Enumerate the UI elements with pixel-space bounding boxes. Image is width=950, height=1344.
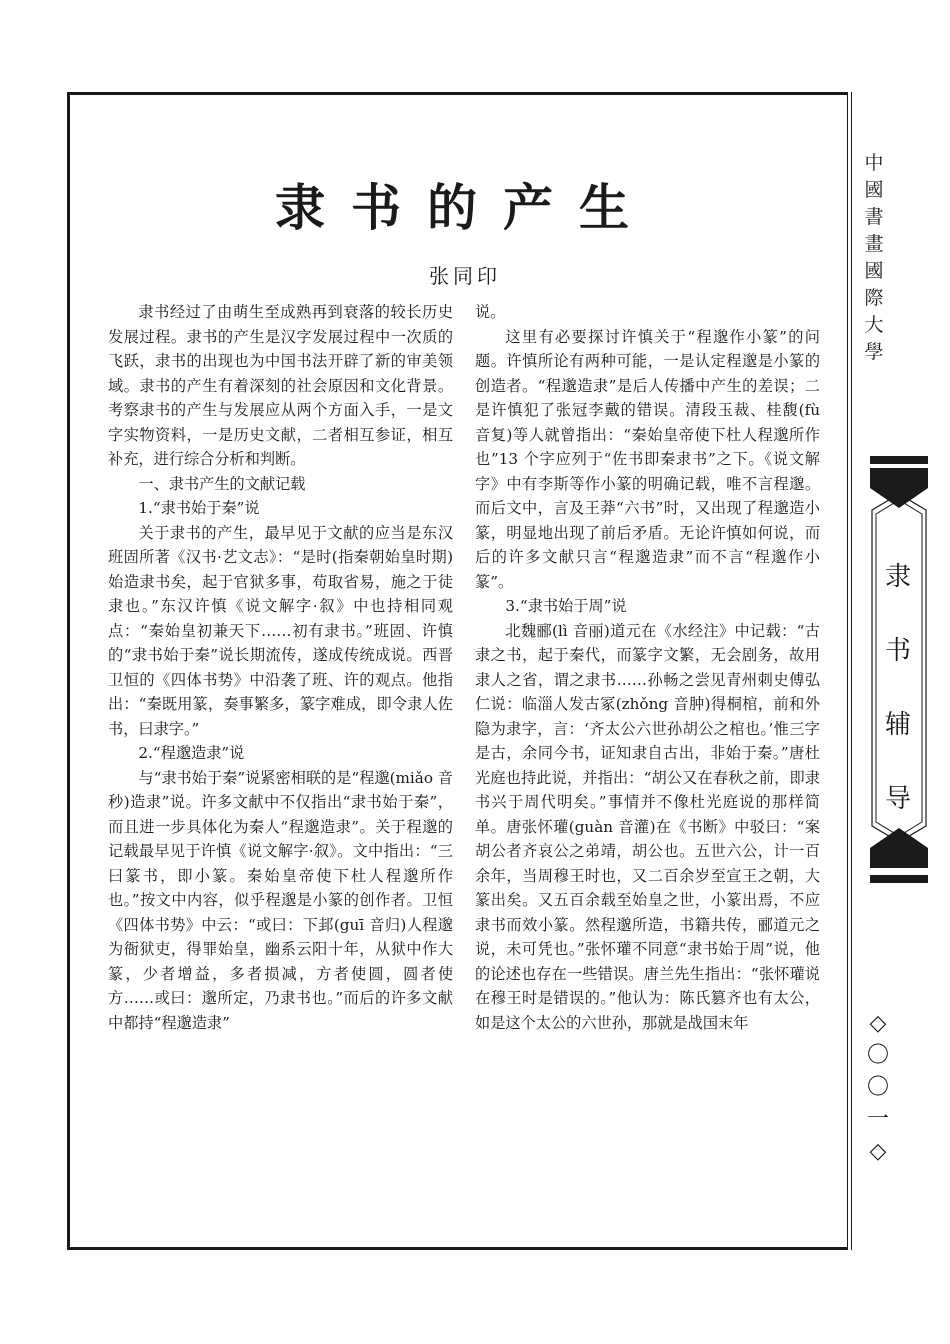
- org-char: 國: [864, 260, 884, 282]
- section-char: 隶: [884, 562, 911, 592]
- side-divider-inner: [851, 92, 852, 1250]
- paragraph-continued: 说。: [475, 303, 506, 321]
- page-number-vertical: [860, 1008, 896, 1168]
- subsection-heading-3: 3.“隶书始于周”说: [505, 597, 627, 615]
- section-char: 辅: [884, 710, 911, 740]
- subsection-heading-1: 1.“隶书始于秦”说: [138, 499, 260, 517]
- right-column: [475, 300, 820, 1035]
- page-digit: 〇: [866, 1043, 889, 1068]
- org-char: 國: [864, 179, 884, 201]
- paragraph-xushen: 这里有必要探讨许慎关于“程邈作小篆”的问题。许慎所论有两种可能，一是认定程邈是小篆的创造者。“程邈造隶”是后人传播中产生的差误；二是许慎犯了张冠李戴的错误。清段玉裁、桂馥(fù 音复)等人就曾指出：“秦始皇帝使下杜人程邈所作也”13 个字应列于“佐书即秦隶书”之下。《说文解字》中有李斯等作小篆的明确记载，唯不言程邈。而后文中，言及王莽“六书”时，又出现了程邈造小篆，明显地出现了前后矛盾。无论许慎如何说，而后的许多文献只言“程邈造隶”而不言“程邈作小篆”。: [475, 327, 820, 591]
- org-char: 學: [864, 341, 884, 363]
- paragraph-qin: 关于隶书的产生，最早见于文献的应当是东汉班固所著《汉书·艺文志》：“是时(指秦朝始皇时期)始造隶书矣，起于官狱多事，苟取省易，施之于徒隶也。”东汉许慎《说文解字·叙》中也持相同观点：“秦始皇初兼天下……初有隶书。”班固、许慎的“隶书始于秦”说长期流传，遂成传统成说。西晋卫恒的《四体书势》中沿袭了班、许的观点。他指出：“秦既用篆，奏事繁多，篆字难成，即令隶人佐书，曰隶字。”: [108, 523, 453, 738]
- diamond-icon: ◇: [869, 1011, 887, 1036]
- paragraph-zhou: 北魏郦(lì 音丽)道元在《水经注》中记载：“古隶之书，起于秦代，而篆字文繁，无会剧务，故用隶人之省，谓之隶书……孙畅之尝见青州刺史傅弘仁说：临淄人发古冢(zhǒng 音肿)得桐棺，前和外隐为隶字，言：‘齐太公六世孙胡公之棺也。’惟三字是古，余同今书，证知隶自古出，非始于秦。”唐杜光庭也持此说，并指出：“胡公又在春秋之前，即隶书兴于周代明矣。”事情并不像杜光庭说的那样简单。唐张怀瓘(guàn 音灌)在《书断》中驳曰：“案胡公者齐哀公之弟靖，胡公也。五世六公，计一百余年，当周穆王时也，又二百余岁至宣王之朝，大篆出矣。又五百余载至始皇之世，小篆出焉，不应隶书而效小篆。然程邈所造，书籍共传，郦道元之说，未可凭也。”张怀瓘不同意“隶书始于周”说，他的论述也存在一些错误。唐兰先生指出：“张怀瓘说在穆王时是错误的。”他认为：陈氏篡齐也有太公，如是这个太公的六世孙，那就是战国末年: [475, 621, 820, 1032]
- section-band-top: [870, 456, 928, 464]
- subsection-heading-2: 2.“程邈造隶”说: [138, 744, 245, 762]
- side-divider: [847, 92, 848, 1250]
- section-heading-1: 一、隶书产生的文献记载: [138, 474, 306, 493]
- article-author: 张同印: [429, 264, 501, 288]
- org-char: 畫: [864, 233, 884, 255]
- section-char: 书: [884, 636, 911, 666]
- section-char: 导: [884, 784, 911, 814]
- left-column: [108, 300, 453, 1035]
- article-title: 隶书的产生: [275, 179, 655, 237]
- section-name-vertical: [878, 540, 918, 836]
- diamond-icon: ◇: [869, 1139, 887, 1164]
- paragraph-chengmiao: 与“隶书始于秦”说紧密相联的是“程邈(miǎo 音秒)造隶”说。许多文献中不仅指出“隶书始于秦”，而且进一步具体化为秦人“程邈造隶”。关于程邈的记载最早见于许慎《说文解字·叙》。文中指出：“三曰篆书，即小篆。秦始皇帝使下杜人程邈所作也。”按文中内容，似乎程邈是小篆的创作者。卫恒《四体书势》中云：“或曰：下邽(guī 音归)人程邈为衙狱吏，得罪始皇，幽系云阳十年，从狱中作大篆，少者增益，多者损减，方者使圆，圆者使方……或曰：邈所定，乃隶书也。”而后的许多文献中都持“程邈造隶”: [108, 768, 453, 1032]
- paragraph-intro: 隶书经过了由萌生至成熟再到衰落的较长历史发展过程。隶书的产生是汉字发展过程中一次质的飞跃，隶书的出现也为中国书法开辟了新的审美领域。隶书的产生有着深刻的社会原因和文化背景。考察隶书的产生与发展应从两个方面入手，一是文字实物资料，一是历史文献，二者相互参证，相互补充，进行综合分析和判断。: [108, 303, 453, 468]
- org-char: 書: [864, 206, 884, 228]
- org-name-vertical: [858, 150, 890, 366]
- org-char: 際: [864, 287, 884, 309]
- page-digit: 一: [866, 1107, 889, 1132]
- page-digit: 〇: [866, 1075, 889, 1100]
- org-char: 中: [864, 152, 884, 174]
- org-char: 大: [864, 314, 884, 336]
- section-band-bottom: [870, 875, 928, 883]
